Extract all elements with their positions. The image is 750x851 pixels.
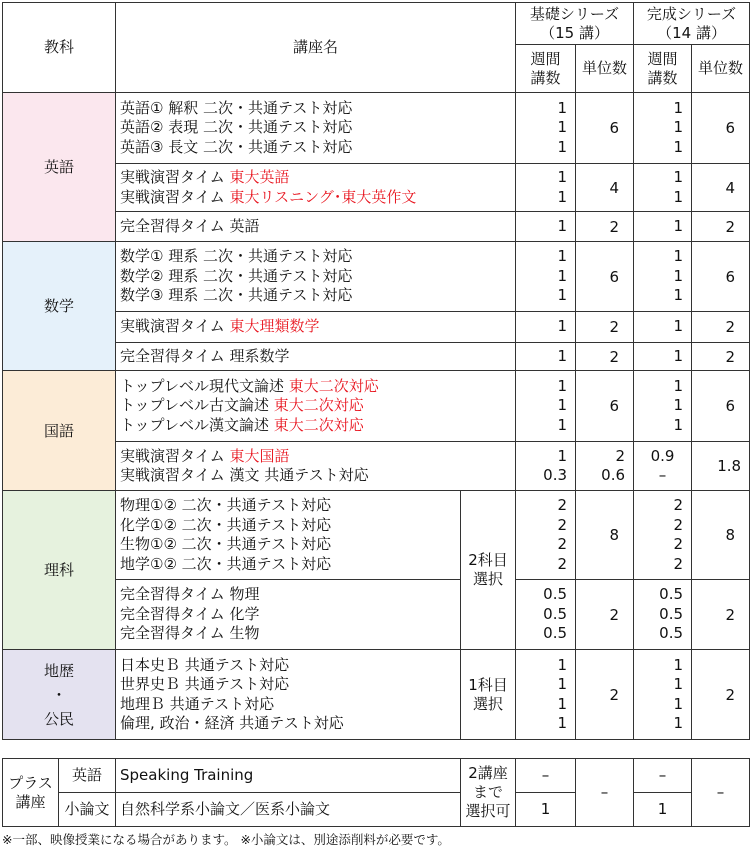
kansei-title: 完成シリーズ bbox=[646, 4, 737, 23]
science-g1-courses bbox=[116, 491, 461, 580]
weekly-value: 1 bbox=[557, 396, 568, 415]
social-kansei-units: 2 bbox=[692, 650, 750, 740]
science-g1-kiso-units: 8 bbox=[576, 491, 634, 580]
course-line: 生物①② 二次・共通テスト対応 bbox=[120, 535, 332, 553]
english-g3-kansei-weekly: 1 bbox=[634, 212, 692, 242]
note-line: 2講座 bbox=[468, 764, 508, 782]
science-g1-kansei-units: 8 bbox=[692, 491, 750, 580]
english-g1-kiso-units: 6 bbox=[576, 93, 634, 164]
social-kansei-weekly bbox=[634, 650, 692, 740]
weekly-value: 1 bbox=[673, 286, 684, 305]
course-highlight: 東大二次対応 bbox=[273, 396, 364, 415]
english-g3-kiso-units: 2 bbox=[576, 212, 634, 242]
weekly-value: 1 bbox=[673, 655, 684, 674]
science-g1-kiso-weekly bbox=[516, 491, 576, 580]
course-highlight: 東大二次対応 bbox=[288, 376, 379, 395]
science-g2-kansei-units: 2 bbox=[692, 580, 750, 650]
plus-essay-label: 小論文 bbox=[59, 793, 116, 827]
social-selection bbox=[461, 650, 516, 740]
weekly-value: 2 bbox=[673, 515, 684, 534]
course-text: 実戦演習タイム bbox=[120, 168, 230, 186]
course-line bbox=[120, 377, 511, 397]
weekly-value: 0.5 bbox=[543, 624, 568, 643]
math-g3-kansei-units: 2 bbox=[692, 343, 750, 371]
english-g2-kiso-weekly bbox=[516, 164, 576, 212]
course-line: 物理①② 二次・共通テスト対応 bbox=[120, 496, 332, 514]
course-highlight: 東大二次対応 bbox=[273, 415, 364, 434]
math-g3-course: 完全習得タイム 理系数学 bbox=[116, 343, 516, 371]
weekly-value: 2 bbox=[557, 515, 568, 534]
science-selection bbox=[461, 491, 516, 650]
weekly-value: 1 bbox=[673, 376, 684, 395]
english-g2-kiso-units: 4 bbox=[576, 164, 634, 212]
japanese-g1-kiso-units: 6 bbox=[576, 371, 634, 442]
english-g1-kansei-units: 6 bbox=[692, 93, 750, 164]
english-g3-kansei-units: 2 bbox=[692, 212, 750, 242]
course-highlight: 東大リスニング･東大英作文 bbox=[229, 187, 417, 206]
plus-label-line: 講座 bbox=[15, 792, 46, 811]
english-g1-kiso-weekly bbox=[516, 93, 576, 164]
header-kansei-weekly bbox=[634, 45, 692, 93]
science-g1-kansei-weekly bbox=[634, 491, 692, 580]
english-g2-kansei-weekly bbox=[634, 164, 692, 212]
course-line: 地学①② 二次・共通テスト対応 bbox=[120, 554, 332, 573]
weekly-value: 2 bbox=[557, 496, 568, 514]
weekly-value: 2 bbox=[673, 535, 684, 553]
footnote: ※一部、映像授業になる場合があります。 ※小論文は、別途添削料が必要です。 bbox=[2, 832, 450, 847]
math-g2-course bbox=[116, 312, 516, 343]
weekly-value: 1 bbox=[557, 118, 568, 137]
weekly-value: 1 bbox=[557, 714, 568, 732]
course-line: 日本史Ｂ 共通テスト対応 bbox=[120, 655, 290, 674]
weekly-value: 0.5 bbox=[543, 604, 568, 623]
weekly-value: 1 bbox=[557, 137, 568, 156]
course-line: 数学③ 理系 二次・共通テスト対応 bbox=[120, 286, 353, 305]
weekly-value: 0.3 bbox=[543, 466, 568, 484]
weekly-value: 1 bbox=[557, 168, 568, 186]
course-table bbox=[2, 2, 750, 740]
weekly-value: 2 bbox=[673, 496, 684, 514]
science-g2-kiso-units: 2 bbox=[576, 580, 634, 650]
kiso-title: 基礎シリーズ bbox=[529, 4, 620, 23]
course-line: 数学② 理系 二次・共通テスト対応 bbox=[120, 266, 353, 285]
math-g2-kansei-weekly: 1 bbox=[634, 312, 692, 343]
weekly-label-2: 講数 bbox=[647, 68, 678, 87]
weekly-value: 1 bbox=[557, 675, 568, 693]
course-line: 倫理, 政治・経済 共通テスト対応 bbox=[120, 714, 344, 732]
header-kansei bbox=[634, 3, 750, 45]
weekly-value: 0.5 bbox=[659, 624, 684, 643]
unit-value: 0.6 bbox=[601, 466, 626, 484]
weekly-value: 1 bbox=[673, 396, 684, 415]
subject-math: 数学 bbox=[3, 242, 116, 371]
course-highlight: 東大理類数学 bbox=[229, 317, 320, 336]
weekly-value: 1 bbox=[673, 137, 684, 156]
weekly-value: 1 bbox=[673, 675, 684, 693]
weekly-value: 1 bbox=[557, 376, 568, 395]
course-line bbox=[120, 188, 511, 208]
course-text: トップレベル現代文論述 bbox=[120, 376, 289, 395]
japanese-g1-kiso-weekly bbox=[516, 371, 576, 442]
plus-english-course: Speaking Training bbox=[116, 759, 461, 793]
weekly-value: 1 bbox=[673, 98, 684, 117]
japanese-g2-kansei-units: 1.8 bbox=[692, 442, 750, 491]
math-g1-kansei-units: 6 bbox=[692, 242, 750, 312]
japanese-g2-courses bbox=[116, 442, 516, 491]
plus-essay-course: 自然科学系小論文／医系小論文 bbox=[116, 793, 461, 827]
weekly-value: 1 bbox=[557, 446, 568, 465]
weekly-value: 0.9 bbox=[650, 446, 675, 465]
subject-line: 公民 bbox=[43, 709, 74, 728]
weekly-value: 0.5 bbox=[659, 585, 684, 604]
course-line: 数学① 理系 二次・共通テスト対応 bbox=[120, 247, 353, 266]
english-g2-kansei-units: 4 bbox=[692, 164, 750, 212]
course-line: 実戦演習タイム 漢文 共通テスト対応 bbox=[120, 466, 369, 484]
course-line bbox=[120, 447, 511, 467]
plus-label bbox=[3, 759, 59, 827]
japanese-g1-kansei-units: 6 bbox=[692, 371, 750, 442]
course-text: 実戦演習タイム bbox=[120, 187, 230, 206]
course-line bbox=[120, 416, 511, 436]
plus-label-line: プラス bbox=[8, 773, 53, 792]
course-line: 完全習得タイム 化学 bbox=[120, 604, 260, 623]
english-g2-courses bbox=[116, 164, 516, 212]
japanese-g2-kansei-weekly bbox=[634, 442, 692, 491]
weekly-value: 2 bbox=[557, 554, 568, 573]
unit-value: 2 bbox=[615, 446, 626, 465]
weekly-value: 1 bbox=[557, 187, 568, 206]
science-g2-kansei-weekly bbox=[634, 580, 692, 650]
plus-selection-note bbox=[461, 759, 516, 827]
japanese-g1-kansei-weekly bbox=[634, 371, 692, 442]
math-g1-courses bbox=[116, 242, 516, 312]
header-subject: 教科 bbox=[3, 3, 116, 93]
kansei-count: （14 講） bbox=[657, 23, 726, 42]
math-g1-kiso-units: 6 bbox=[576, 242, 634, 312]
plus-english-label: 英語 bbox=[59, 759, 116, 793]
course-line bbox=[120, 168, 511, 188]
weekly-value: 1 bbox=[673, 415, 684, 434]
weekly-label-1: 週間 bbox=[647, 49, 678, 68]
plus-essay-kansei-weekly: 1 bbox=[634, 793, 692, 827]
english-g1-courses bbox=[116, 93, 516, 164]
course-text: 実戦演習タイム bbox=[120, 317, 230, 336]
course-highlight: 東大英語 bbox=[229, 168, 290, 186]
weekly-label-1: 週間 bbox=[530, 49, 561, 68]
note-line: まで bbox=[472, 783, 503, 801]
japanese-g1-courses bbox=[116, 371, 516, 442]
course-text: 実戦演習タイム bbox=[120, 446, 230, 465]
math-g2-kiso-weekly: 1 bbox=[516, 312, 576, 343]
math-g3-kiso-units: 2 bbox=[576, 343, 634, 371]
course-highlight: 東大国語 bbox=[229, 446, 290, 465]
plus-essay-kiso-weekly: 1 bbox=[516, 793, 576, 827]
weekly-value: 1 bbox=[673, 266, 684, 285]
weekly-value: – bbox=[658, 466, 667, 484]
course-line: 完全習得タイム 生物 bbox=[120, 624, 260, 643]
weekly-value: 1 bbox=[673, 247, 684, 266]
course-line: 英語② 表現 二次・共通テスト対応 bbox=[120, 118, 353, 137]
subject-japanese: 国語 bbox=[3, 371, 116, 491]
math-g3-kiso-weekly: 1 bbox=[516, 343, 576, 371]
header-course: 講座名 bbox=[116, 3, 516, 93]
weekly-value: 1 bbox=[557, 694, 568, 713]
social-kiso-units: 2 bbox=[576, 650, 634, 740]
weekly-value: 1 bbox=[673, 714, 684, 732]
subject-line: ・ bbox=[51, 685, 67, 704]
course-line: 完全習得タイム 物理 bbox=[120, 585, 260, 604]
math-g3-kansei-weekly: 1 bbox=[634, 343, 692, 371]
selection-line: 選択 bbox=[473, 694, 504, 713]
course-line: 英語③ 長文 二次・共通テスト対応 bbox=[120, 137, 353, 156]
course-line: 化学①② 二次・共通テスト対応 bbox=[120, 515, 332, 534]
social-courses bbox=[116, 650, 461, 740]
course-text: トップレベル漢文論述 bbox=[120, 415, 274, 434]
math-g1-kansei-weekly bbox=[634, 242, 692, 312]
math-g2-kansei-units: 2 bbox=[692, 312, 750, 343]
plus-english-kansei-weekly: – bbox=[634, 759, 692, 793]
plus-english-kiso-weekly: – bbox=[516, 759, 576, 793]
course-line: 世界史Ｂ 共通テスト対応 bbox=[120, 675, 290, 693]
english-g1-kansei-weekly bbox=[634, 93, 692, 164]
weekly-value: 1 bbox=[557, 415, 568, 434]
weekly-value: 1 bbox=[557, 247, 568, 266]
selection-line: 選択 bbox=[473, 570, 504, 588]
social-kiso-weekly bbox=[516, 650, 576, 740]
subject-science: 理科 bbox=[3, 491, 116, 650]
weekly-value: 1 bbox=[557, 266, 568, 285]
note-line: 選択可 bbox=[465, 802, 511, 820]
course-text: トップレベル古文論述 bbox=[120, 396, 274, 415]
weekly-value: 2 bbox=[673, 554, 684, 573]
weekly-value: 1 bbox=[557, 98, 568, 117]
math-g2-kiso-units: 2 bbox=[576, 312, 634, 343]
selection-line: 1科目 bbox=[468, 675, 508, 694]
weekly-value: 2 bbox=[557, 535, 568, 553]
weekly-value: 1 bbox=[673, 694, 684, 713]
weekly-value: 0.5 bbox=[543, 585, 568, 604]
header-kiso-units: 単位数 bbox=[576, 45, 634, 93]
weekly-value: 1 bbox=[673, 168, 684, 186]
course-line: 地理Ｂ 共通テスト対応 bbox=[120, 694, 275, 713]
math-g1-kiso-weekly bbox=[516, 242, 576, 312]
english-g3-course: 完全習得タイム 英語 bbox=[116, 212, 516, 242]
japanese-g2-kiso-weekly bbox=[516, 442, 576, 491]
course-line: 英語① 解釈 二次・共通テスト対応 bbox=[120, 98, 353, 117]
kiso-count: （15 講） bbox=[540, 23, 609, 42]
weekly-value: 1 bbox=[557, 655, 568, 674]
plus-kansei-units: – bbox=[692, 759, 750, 827]
header-kiso-weekly bbox=[516, 45, 576, 93]
english-g3-kiso-weekly: 1 bbox=[516, 212, 576, 242]
japanese-g2-kiso-units bbox=[576, 442, 634, 491]
selection-line: 2科目 bbox=[468, 551, 508, 569]
subject-social bbox=[3, 650, 116, 740]
subject-line: 地歴 bbox=[43, 661, 74, 680]
weekly-value: 1 bbox=[557, 286, 568, 305]
weekly-value: 1 bbox=[673, 187, 684, 206]
weekly-label-2: 講数 bbox=[530, 68, 561, 87]
course-line bbox=[120, 396, 511, 416]
weekly-value: 1 bbox=[673, 118, 684, 137]
subject-english: 英語 bbox=[3, 93, 116, 242]
header-kiso bbox=[516, 3, 634, 45]
plus-course-table bbox=[2, 758, 750, 827]
science-g2-courses bbox=[116, 580, 461, 650]
plus-kiso-units: – bbox=[576, 759, 634, 827]
weekly-value: 0.5 bbox=[659, 604, 684, 623]
science-g2-kiso-weekly bbox=[516, 580, 576, 650]
header-kansei-units: 単位数 bbox=[692, 45, 750, 93]
